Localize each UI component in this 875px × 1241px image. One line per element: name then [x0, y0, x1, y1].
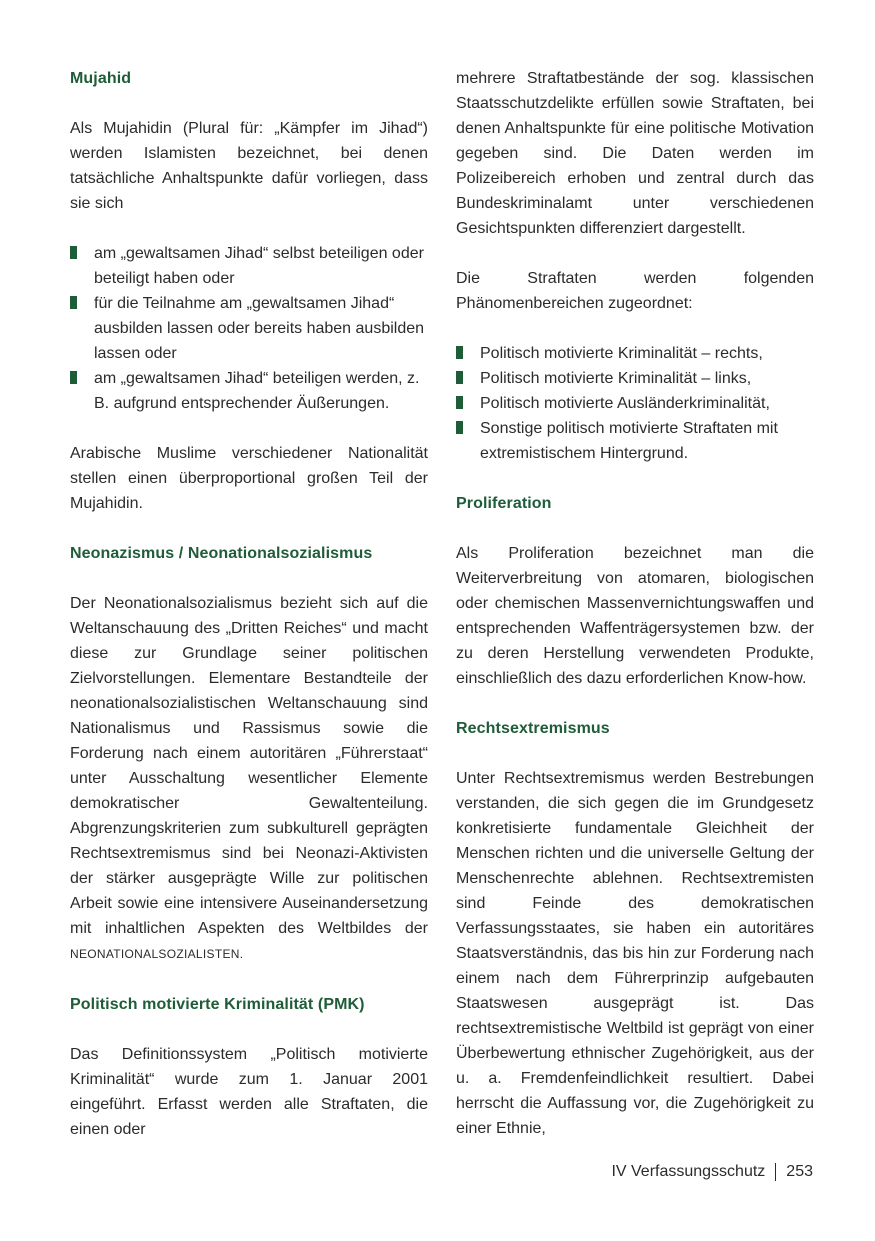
bullet-square-icon [70, 246, 77, 259]
page-number: 253 [786, 1163, 813, 1180]
small-caps-term: NEONATIONALSOZIALISTEN. [70, 947, 244, 961]
bullet-square-icon [456, 421, 463, 434]
list-item: Politisch motivierte Kriminalität – links, [456, 366, 814, 391]
chapter-title: IV Verfassungsschutz [611, 1163, 766, 1180]
list-item: am „gewaltsamen Jihad“ selbst beteiligen oder beteiligt haben oder [70, 241, 428, 291]
left-column [70, 66, 428, 1142]
list-item: am „gewaltsamen Jihad“ beteiligen werden, z. B. aufgrund entsprechender Äußerungen. [70, 366, 428, 416]
bullet-square-icon [70, 371, 77, 384]
mujahid-intro: Als Mujahidin (Plural für: „Kämpfer im Jihad“) werden Islamisten bezeichnet, bei denen tatsächliche Anhaltspunkte dafür vorliegen, dass sie sich [70, 120, 428, 212]
heading-proliferation: Proliferation [456, 495, 552, 512]
pmk-categories-intro: Die Straftaten werden folgenden Phänomenbereichen zugeordnet: [456, 270, 814, 312]
mujahid-bullet-list [70, 241, 428, 416]
list-item: für die Teilnahme am „gewaltsamen Jihad“ ausbilden lassen oder bereits haben ausbilden lassen oder [70, 291, 428, 366]
list-item: Politisch motivierte Kriminalität – rechts, [456, 341, 814, 366]
bullet-square-icon [456, 346, 463, 359]
heading-neonazismus: Neonazismus / Neonationalsozialismus [70, 545, 373, 562]
bullet-square-icon [456, 371, 463, 384]
page-footer [611, 1161, 813, 1183]
pmk-bullet-list [456, 341, 814, 466]
bullet-square-icon [456, 396, 463, 409]
pmk-body: Das Definitionssystem „Politisch motivierte Kriminalität“ wurde zum 1. Januar 2001 eingeführt. Erfasst werden alle Straftaten, die einen oder [70, 1046, 428, 1138]
footer-divider [775, 1163, 776, 1181]
neonazi-body: Der Neonationalsozialismus bezieht sich auf die Weltanschauung des „Dritten Reiches“ und macht diese zur Grundlage seiner politischen Zielvorstellungen. Elementare Bestandteile der neonationalsozialistischen Weltanschauung sind Nationalismus und Rassismus sowie die Forderung nach einem autoritären „Führerstaat“ unter Ausschaltung wesentlicher Elemente demokratischer Gewaltenteilung. Abgrenzungskriterien zum subkulturell geprägten Rechtsextremismus sind bei Neonazi-Aktivisten der stärker ausgeprägte Wille zur politischen Arbeit sowie eine intensivere Auseinandersetzung mit inhaltlichen Aspekten des Weltbildes der NEONATIONALSOZIALISTEN. [70, 595, 428, 961]
pmk-body-continued: mehrere Straftatbestände der sog. klassischen Staatsschutzdelikte erfüllen sowie Straftaten, bei denen Anhaltspunkte für eine politische Motivation gegeben sind. Die Daten werden im Polizeibereich erhoben und zentral durch das Bundeskriminalamt unter verschiedenen Gesichtspunkten differenziert dargestellt. [456, 70, 814, 237]
right-column [456, 66, 814, 1141]
mujahid-outro: Arabische Muslime verschiedener Nationalität stellen einen überproportional großen Teil der Mujahidin. [70, 445, 428, 512]
heading-mujahid: Mujahid [70, 70, 132, 87]
heading-pmk: Politisch motivierte Kriminalität (PMK) [70, 996, 365, 1013]
list-item: Politisch motivierte Ausländerkriminalität, [456, 391, 814, 416]
proliferation-body: Als Proliferation bezeichnet man die Weiterverbreitung von atomaren, biologischen oder chemischen Massenvernichtungswaffen und entsprechenden Waffenträgersystemen bzw. der zu deren Herstellung verwendeten Produkte, einschließlich des dazu erforderlichen Know-how. [456, 545, 814, 687]
bullet-square-icon [70, 296, 77, 309]
rechtsextremismus-body: Unter Rechtsextremismus werden Bestrebungen verstanden, die sich gegen die im Grundgesetz konkretisierte fundamentale Gleichheit der Menschen richten und die universelle Geltung der Menschenrechte ablehnen. Rechtsextremisten sind Feinde des demokratischen Verfassungsstaates, sie haben ein autoritäres Staatsverständnis, das bis hin zur Forderung nach einem nach dem Führerprinzip aufgebauten Staatswesen ausgeprägt ist. Das rechtsextremistische Weltbild ist geprägt von einer Überbewertung ethnischer Zugehörigkeit, aus der u. a. Fremdenfeindlichkeit resultiert. Dabei herrscht die Auffassung vor, die Zugehörigkeit zu einer Ethnie, [456, 770, 814, 1137]
heading-rechtsextremismus: Rechtsextremismus [456, 720, 610, 737]
list-item: Sonstige politisch motivierte Straftaten mit extremistischem Hintergrund. [456, 416, 814, 466]
